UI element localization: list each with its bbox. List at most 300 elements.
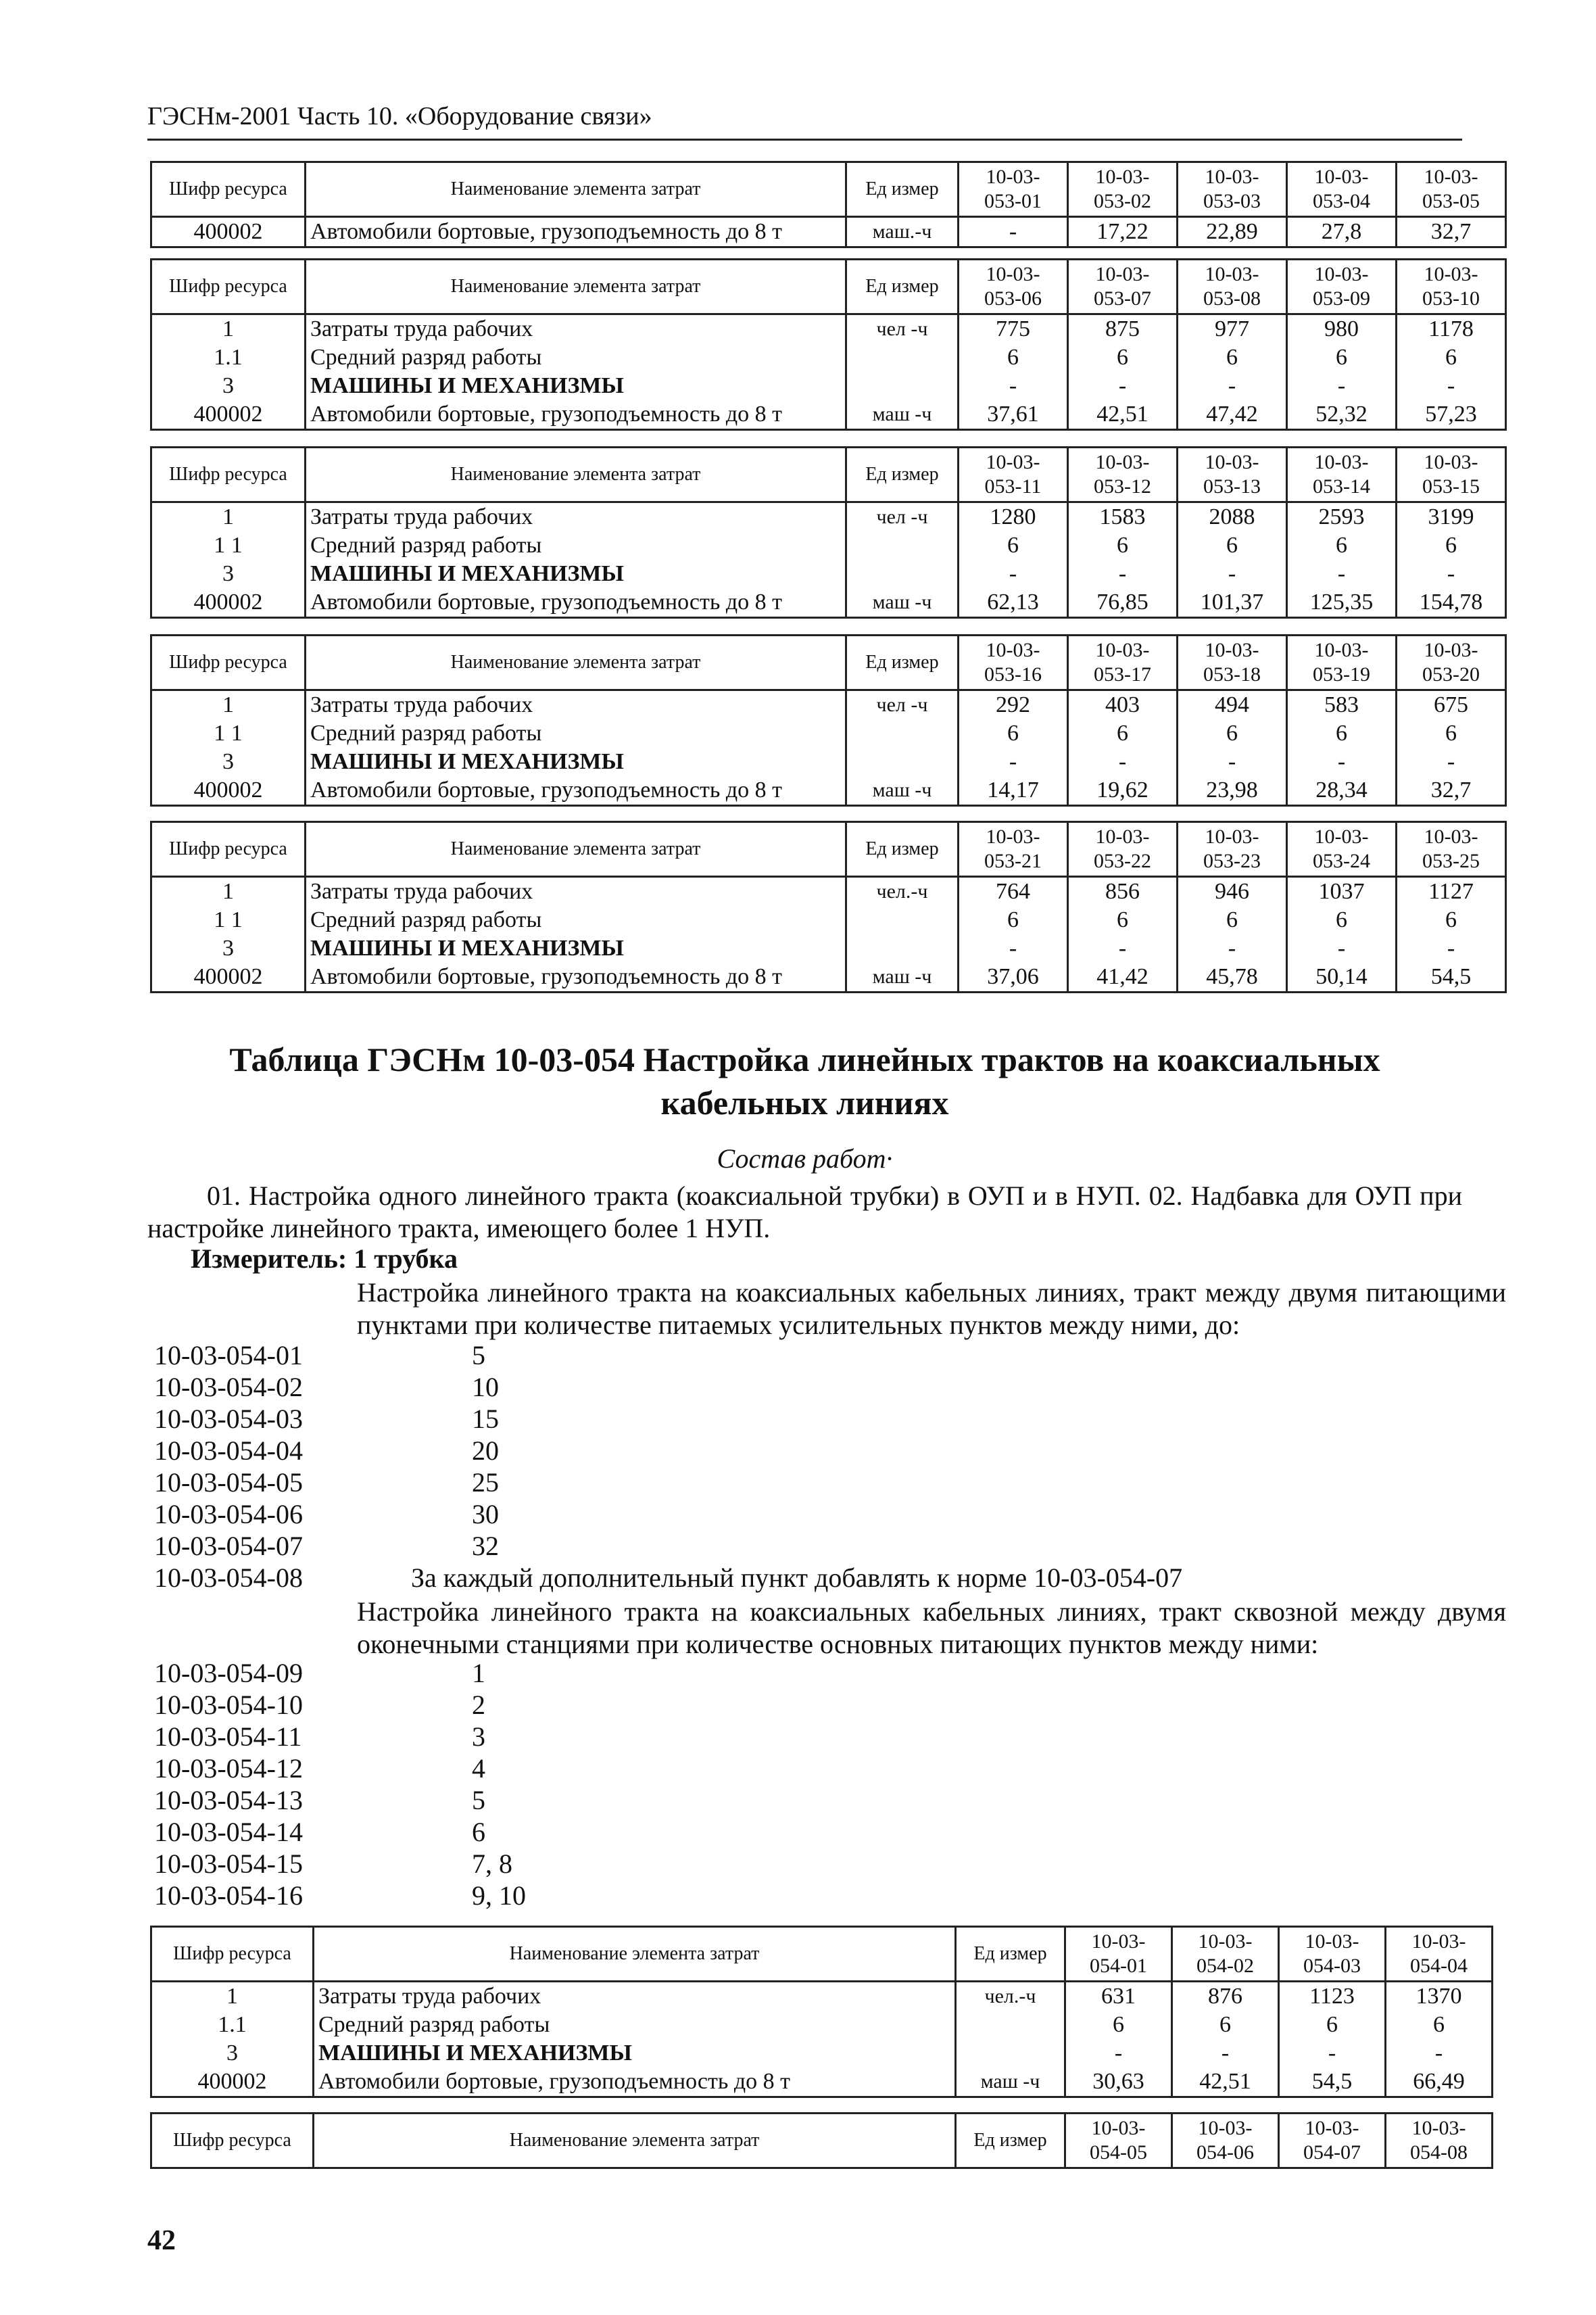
col-header-name: Наименование элемента затрат [314,2114,956,2168]
norm-code: 10-03-054-13 [154,1785,303,1815]
cell-value: 6 [1397,719,1506,748]
cell-resource-code: 1.1 [151,343,306,372]
cell-value: 28,34 [1287,776,1397,806]
norm-code-part: 10-03- [1314,166,1369,188]
cell-value: 6 [959,531,1068,560]
table-row [151,963,1506,993]
norm-value: 20 [472,1435,499,1466]
norm-value: 15 [472,1404,499,1434]
norm-item [154,1721,485,1752]
col-header-norm-code [959,260,1068,314]
table-row [151,877,1506,907]
cell-value: - [1068,372,1178,400]
cell-value: - [1068,560,1178,588]
cell-resource-code: 3 [151,934,306,963]
cell-cost-name: Автомобили бортовые, грузоподъемность до 8 т [306,776,846,806]
col-header-norm-code [1279,2114,1386,2168]
cell-value: 6 [1178,343,1287,372]
norm-code-part: 053-03 [1203,190,1261,212]
norm-item [154,1658,485,1689]
col-header-code: Шифр ресурса [151,636,306,690]
cell-resource-code: 400002 [151,2068,314,2097]
norm-code-part: 053-16 [984,663,1042,686]
col-header-unit: Ед измер [846,448,959,502]
col-header-norm-code [1068,448,1178,502]
norm-value: 9, 10 [472,1880,526,1911]
cell-cost-name: Затраты труда рабочих [306,877,846,907]
table-row [151,2068,1493,2097]
cell-value: 631 [1065,1982,1172,2011]
cell-cost-name: Автомобили бортовые, грузоподъемность до 8 т [306,400,846,430]
cell-value: 1037 [1287,877,1397,907]
col-header-code: Шифр ресурса [151,2114,314,2168]
cell-unit [846,934,959,963]
page-header: ГЭСНм-2001 Часть 10. «Оборудование связи» [147,102,652,130]
norm-item [154,1690,485,1721]
header-row [151,260,1506,314]
norm-value: 2 [472,1690,485,1720]
col-header-norm-code [1287,822,1397,877]
cell-value: 1127 [1397,877,1506,907]
cell-value: - [959,372,1068,400]
norm-item [154,1531,499,1562]
table-row [151,372,1506,400]
cell-cost-name: МАШИНЫ И МЕХАНИЗМЫ [306,748,846,776]
norm-code: 10-03-054-16 [154,1880,303,1911]
norm-code-part: 054-07 [1303,2141,1361,2164]
col-header-norm-code [1178,636,1287,690]
table-row [151,2011,1493,2039]
norm-code-part: 054-05 [1090,2141,1147,2164]
cell-value: 6 [1287,343,1397,372]
norm-code: 10-03-054-10 [154,1690,303,1720]
cell-value: - [1397,560,1506,588]
norm-code-part: 053-19 [1313,663,1370,686]
cell-value: 6 [1397,343,1506,372]
norm-value: 6 [472,1817,485,1847]
cell-value: - [1172,2039,1279,2068]
cell-value: - [1397,934,1506,963]
cell-value: 54,5 [1279,2068,1386,2097]
cell-cost-name: МАШИНЫ И МЕХАНИЗМЫ [306,934,846,963]
cell-value: 23,98 [1178,776,1287,806]
col-header-norm-code [1172,1927,1279,1982]
cell-value: 6 [1068,531,1178,560]
norm-code: 10-03-054-14 [154,1817,303,1847]
cell-cost-name: Затраты труда рабочих [314,1982,956,2011]
cell-cost-name: Средний разряд работы [306,719,846,748]
cell-value: 47,42 [1178,400,1287,430]
cell-value: - [1178,748,1287,776]
cell-resource-code: 400002 [151,776,306,806]
cell-value: 66,49 [1386,2068,1493,2097]
norm-item [154,1880,526,1911]
cell-value: - [1178,560,1287,588]
norm-code-part: 053-24 [1313,850,1370,872]
resource-table [150,2112,1493,2169]
cell-value: 856 [1068,877,1178,907]
cell-value: 6 [1178,531,1287,560]
table-row [151,906,1506,934]
table-row [151,776,1506,806]
norm-code: 10-03-054-08 [154,1562,303,1593]
norm-value: 4 [472,1753,485,1784]
col-header-norm-code [1178,448,1287,502]
col-header-norm-code [1178,162,1287,217]
norm-code-part: 054-08 [1410,2141,1468,2164]
norm-code-part: 053-15 [1422,475,1480,498]
cell-value: 32,7 [1397,217,1506,247]
cell-cost-name: Автомобили бортовые, грузоподъемность до 8 т [306,963,846,993]
cell-value: 6 [1172,2011,1279,2039]
norm-code-part: 053-18 [1203,663,1261,686]
cell-value: - [1065,2039,1172,2068]
col-header-norm-code [1386,1927,1493,1982]
col-header-norm-code [1397,636,1506,690]
cell-value: - [1386,2039,1493,2068]
col-header-norm-code [1065,2114,1172,2168]
cell-value: 3199 [1397,502,1506,532]
header-row [151,448,1506,502]
header-row [151,636,1506,690]
norm-code-part: 053-07 [1094,287,1151,310]
cell-unit: чел.-ч [956,1982,1065,2011]
cell-cost-name: МАШИНЫ И МЕХАНИЗМЫ [306,560,846,588]
norm-value: 5 [472,1340,485,1370]
cell-value: 37,06 [959,963,1068,993]
cell-cost-name: Автомобили бортовые, грузоподъемность до 8 т [306,588,846,618]
table-row [151,690,1506,720]
norm-code-part: 10-03- [1205,263,1259,285]
norm-code-part: 053-21 [984,850,1042,872]
cell-unit [956,2039,1065,2068]
cell-value: 1583 [1068,502,1178,532]
cell-resource-code: 3 [151,560,306,588]
norm-code-part: 10-03- [1205,639,1259,661]
cell-unit: маш -ч [846,776,959,806]
norm-item [154,1848,512,1880]
norm-item [154,1753,485,1784]
cell-value: 6 [1287,531,1397,560]
cell-value: 101,37 [1178,588,1287,618]
cell-cost-name: Автомобили бортовые, грузоподъемность до 8 т [314,2068,956,2097]
norm-code-part: 10-03- [986,639,1040,661]
table-row [151,588,1506,618]
cell-value: - [1279,2039,1386,2068]
col-header-norm-code [959,162,1068,217]
cell-value: - [1397,372,1506,400]
norm-item [154,1817,485,1848]
norm-code-part: 10-03- [986,263,1040,285]
col-header-norm-code [1386,2114,1493,2168]
cell-cost-name: Затраты труда рабочих [306,690,846,720]
col-header-name: Наименование элемента затрат [314,1927,956,1982]
norm-item [154,1435,499,1466]
cell-cost-name: Средний разряд работы [314,2011,956,2039]
cell-value: 292 [959,690,1068,720]
cell-value: 6 [1178,906,1287,934]
table-row [151,748,1506,776]
cell-value: 37,61 [959,400,1068,430]
cell-value: - [959,748,1068,776]
cell-value: 76,85 [1068,588,1178,618]
norm-code-part: 053-02 [1094,190,1151,212]
norm-code: 10-03-054-01 [154,1340,303,1370]
table-row [151,719,1506,748]
norm-code-part: 053-04 [1313,190,1370,212]
cell-resource-code: 1 [151,877,306,907]
norm-code: 10-03-054-15 [154,1848,303,1879]
cell-value: 57,23 [1397,400,1506,430]
cell-unit: маш.-ч [846,217,959,247]
norm-code: 10-03-054-06 [154,1499,303,1529]
cell-value: 583 [1287,690,1397,720]
norm-code-part: 10-03- [986,451,1040,473]
norm-code-part: 054-06 [1196,2141,1254,2164]
cell-value: 6 [1068,719,1178,748]
table-row [151,343,1506,372]
norm-code-part: 10-03- [1095,639,1150,661]
table-row [151,560,1506,588]
col-header-unit: Ед измер [956,1927,1065,1982]
col-header-norm-code [1287,448,1397,502]
cell-value: 946 [1178,877,1287,907]
norm-code: 10-03-054-05 [154,1467,303,1498]
cell-value: 6 [959,343,1068,372]
norm-code-part: 10-03- [1095,166,1150,188]
norm-desc-2: Настройка линейного тракта на коаксиальных кабельных линиях, тракт сквозной между двумя оконечными станциями при количестве основных питающих пунктов между ними: [357,1596,1506,1659]
col-header-norm-code [1065,1927,1172,1982]
col-header-unit: Ед измер [846,636,959,690]
cell-unit [846,372,959,400]
col-header-norm-code [1178,260,1287,314]
cell-value: 977 [1178,314,1287,344]
norm-code-part: 10-03- [1095,826,1150,848]
norm-code-part: 053-08 [1203,287,1261,310]
page-number: 42 [147,2225,176,2256]
cell-resource-code: 400002 [151,588,306,618]
cell-value: 6 [1287,719,1397,748]
table-title: Таблица ГЭСНм 10-03-054 Настройка линейных трактов на коаксиальных кабельных линиях [229,1041,1380,1122]
cell-value: 876 [1172,1982,1279,2011]
cell-value: - [959,934,1068,963]
resource-table [150,821,1507,993]
cell-unit [846,906,959,934]
cell-cost-name: Автомобили бортовые, грузоподъемность до 8 т [306,217,846,247]
cell-cost-name: Затраты труда рабочих [306,502,846,532]
cell-value: 27,8 [1287,217,1397,247]
cell-value: 6 [1178,719,1287,748]
norm-code-part: 10-03- [1305,2117,1359,2139]
norm-code-part: 053-14 [1313,475,1370,498]
cell-value: 1123 [1279,1982,1386,2011]
cell-cost-name: Средний разряд работы [306,343,846,372]
norm-item [154,1785,485,1816]
cell-unit: чел -ч [846,314,959,344]
norm-code-part: 053-22 [1094,850,1151,872]
norm-code-part: 054-02 [1196,1955,1254,1977]
col-header-norm-code [1397,260,1506,314]
cell-cost-name: Средний разряд работы [306,531,846,560]
norm-code: 10-03-054-11 [154,1721,302,1752]
col-header-name: Наименование элемента затрат [306,636,846,690]
cell-unit: чел.-ч [846,877,959,907]
resource-table [150,446,1507,619]
norm-code-part: 053-25 [1422,850,1480,872]
norm-value: 1 [472,1658,485,1688]
cell-value: 775 [959,314,1068,344]
sostav-text: 01. Настройка одного линейного тракта (коаксиальной трубки) в ОУП и в НУП. 02. Надбавка для ОУП при настройке линейного тракта, имеющего более 1 НУП. [147,1180,1462,1243]
cell-value: 6 [1397,906,1506,934]
col-header-norm-code [1397,448,1506,502]
col-header-norm-code [959,448,1068,502]
header-row [151,822,1506,877]
norm-item [154,1372,499,1403]
cell-value: 6 [1065,2011,1172,2039]
header-row [151,1927,1493,1982]
cell-value: - [1287,560,1397,588]
col-header-name: Наименование элемента затрат [306,822,846,877]
norm-code: 10-03-054-07 [154,1531,303,1561]
norm-code-part: 10-03- [1205,451,1259,473]
cell-resource-code: 3 [151,2039,314,2068]
cell-resource-code: 3 [151,372,306,400]
col-header-norm-code [1172,2114,1279,2168]
norm-code-part: 10-03- [1314,639,1369,661]
norm-code: 10-03-054-04 [154,1435,303,1466]
cell-value: - [1397,748,1506,776]
cell-value: 675 [1397,690,1506,720]
norm-code-part: 10-03- [1424,826,1478,848]
norm-code-part: 10-03- [1198,2117,1253,2139]
norm-code-part: 053-17 [1094,663,1151,686]
cell-unit: маш -ч [846,588,959,618]
cell-resource-code: 1 1 [151,531,306,560]
norm-code-part: 053-01 [984,190,1042,212]
cell-value: 32,7 [1397,776,1506,806]
table-row [151,502,1506,532]
cell-value: 1370 [1386,1982,1493,2011]
cell-value: - [959,560,1068,588]
cell-value: 30,63 [1065,2068,1172,2097]
cell-value: 42,51 [1068,400,1178,430]
norm-item [154,1404,499,1435]
norm-code-part: 10-03- [1424,166,1478,188]
cell-resource-code: 1 1 [151,719,306,748]
cell-unit: чел -ч [846,690,959,720]
cell-value: 19,62 [1068,776,1178,806]
cell-value: 154,78 [1397,588,1506,618]
norm-value: 25 [472,1467,499,1498]
col-header-code: Шифр ресурса [151,1927,314,1982]
cell-unit [846,719,959,748]
col-header-norm-code [959,636,1068,690]
norm-code-part: 10-03- [1095,451,1150,473]
measure: Измеритель: 1 трубка [191,1243,458,1274]
cell-value: 45,78 [1178,963,1287,993]
norm-code: 10-03-054-12 [154,1753,303,1784]
cell-value: 14,17 [959,776,1068,806]
cell-unit [846,560,959,588]
cell-value: 6 [1068,906,1178,934]
cell-cost-name: МАШИНЫ И МЕХАНИЗМЫ [306,372,846,400]
col-header-norm-code [1178,822,1287,877]
col-header-code: Шифр ресурса [151,822,306,877]
norm-value: 5 [472,1785,485,1815]
col-header-code: Шифр ресурса [151,260,306,314]
cell-value: - [1178,372,1287,400]
norm-code-part: 053-09 [1313,287,1370,310]
resource-table [150,258,1507,431]
cell-value: 42,51 [1172,2068,1279,2097]
col-header-norm-code [1287,260,1397,314]
cell-cost-name: Затраты труда рабочих [306,314,846,344]
cell-value: 6 [1287,906,1397,934]
cell-value: - [1287,372,1397,400]
col-header-code: Шифр ресурса [151,162,306,217]
cell-resource-code: 1 [151,502,306,532]
cell-resource-code: 400002 [151,963,306,993]
cell-value: 6 [1397,531,1506,560]
col-header-unit: Ед измер [846,822,959,877]
norm-value: 3 [472,1721,485,1752]
cell-value: 2088 [1178,502,1287,532]
cell-unit: маш -ч [846,963,959,993]
cell-resource-code: 400002 [151,400,306,430]
cell-value: 54,5 [1397,963,1506,993]
header-row [151,2114,1493,2168]
norm-code-part: 053-20 [1422,663,1480,686]
cell-unit [846,343,959,372]
cell-value: - [1068,748,1178,776]
norm-code-part: 10-03- [1198,1930,1253,1953]
norm-code-part: 10-03- [1314,263,1369,285]
header-row [151,162,1506,217]
col-header-norm-code [1068,636,1178,690]
cell-value: 41,42 [1068,963,1178,993]
sostav-heading: Состав работ· [717,1143,893,1174]
cell-value: 62,13 [959,588,1068,618]
norm-value: За каждый дополнительный пункт добавлять к норме 10-03-054-07 [411,1562,1183,1593]
col-header-unit: Ед измер [846,260,959,314]
norm-code-part: 10-03- [1095,263,1150,285]
norm-code-part: 10-03- [1314,451,1369,473]
norm-code-part: 10-03- [1205,166,1259,188]
table-row [151,217,1506,247]
cell-cost-name: Средний разряд работы [306,906,846,934]
col-header-norm-code [1397,162,1506,217]
cell-value: 6 [1068,343,1178,372]
table-row [151,314,1506,344]
col-header-unit: Ед измер [846,162,959,217]
norm-code-part: 10-03- [1091,1930,1146,1953]
norm-code-part: 10-03- [1424,451,1478,473]
cell-value: 875 [1068,314,1178,344]
col-header-norm-code [959,822,1068,877]
norm-code-part: 053-13 [1203,475,1261,498]
cell-value: 52,32 [1287,400,1397,430]
norm-code-part: 10-03- [1424,263,1478,285]
cell-resource-code: 400002 [151,217,306,247]
norm-code-part: 053-11 [984,475,1042,498]
norm-code-part: 053-10 [1422,287,1480,310]
norm-code: 10-03-054-02 [154,1372,303,1402]
table-row [151,1982,1493,2011]
norm-code-part: 053-05 [1422,190,1480,212]
cell-unit: чел -ч [846,502,959,532]
cell-value: - [1287,934,1397,963]
cell-resource-code: 3 [151,748,306,776]
